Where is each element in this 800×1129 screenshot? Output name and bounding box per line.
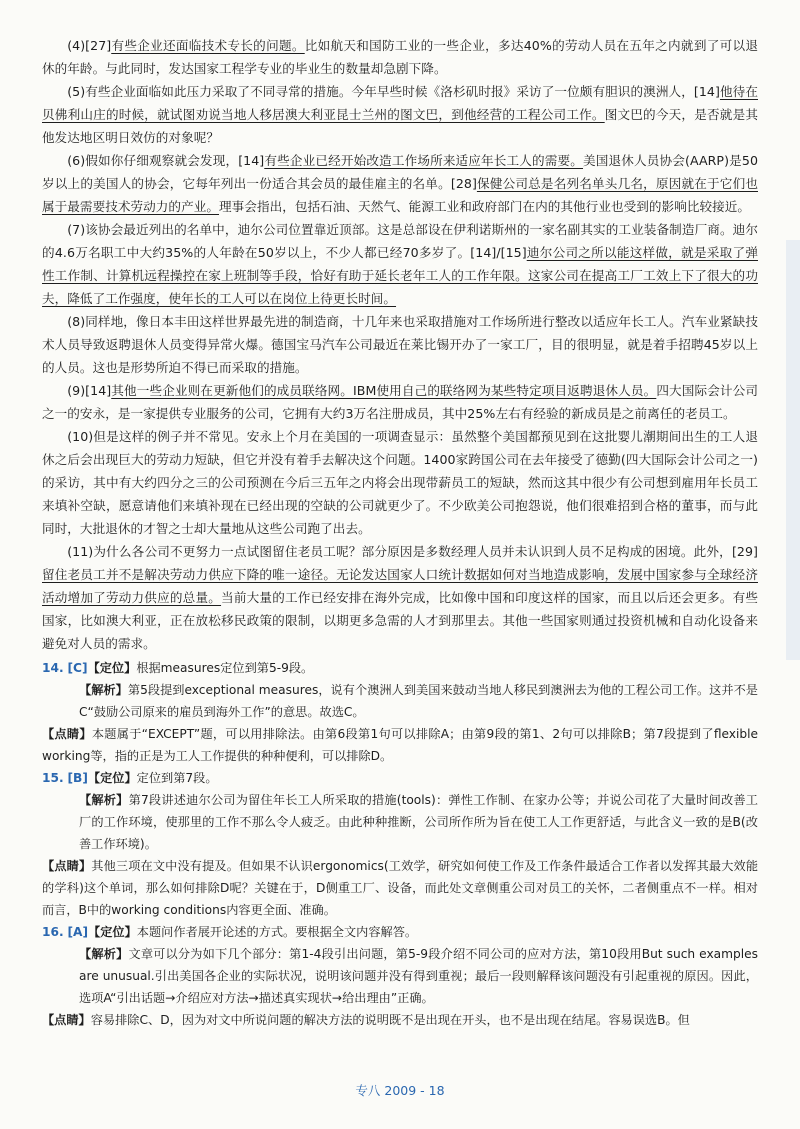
answer-tip [42,723,758,767]
answer-analysis [42,943,758,1009]
underlined-text: 他待在贝佛利山庄的时候，就试图劝说当地人移居澳大利亚昆士兰州的图文巴，到他经营的工程公司工作。 [42,84,758,122]
analysis-text: 第5段提到exceptional measures，说有个澳洲人到美国来鼓动当地人移民到澳洲去为他的工程公司工作。这并不是C“鼓励公司原来的雇员到海外工作”的意思。故选C。 [79,683,758,719]
tip-text: 其他三项在文中没有提及。但如果不认识ergonomics(工效学，研究如何使工作及工作条件最适合工作者以发挥其最大效能的学科)这个单词，那么如何排除D呢？关键在于，D侧重工厂、设备，而此处文章侧重公司对员工的关怀，二者侧重点不一样。相对而言，B中的working conditions内容更全面、准确。 [42,859,759,917]
paragraph-text: 理事会指出，包括石油、天然气、能源工业和政府部门在内的其他行业也受到的影响比较接近。 [219,199,751,214]
tip-tag: 【点睛】 [42,859,92,873]
answer-analysis [42,679,758,723]
paragraph-text: 美国退休人员协会(AARP)是50岁以上的美国人的协会，它每年列出一份适合其会员的最佳雇主的名单。[28] [42,153,759,191]
tip-text: 本题属于“EXCEPT”题，可以用排除法。由第6段第1句可以排除A；由第9段的第1、2句可以排除B；第7段提到了flexible working等，指的正是为工人工作提供的种种便利，可以排除D。 [42,727,759,763]
answer-section [42,657,758,1031]
underlined-text: 有些企业已经开始改造工作场所来适应年长工人的需要。 [264,153,584,168]
answer-tip [42,1009,758,1031]
paragraph-text: (6)假如你仔细观察就会发现，[14] [67,153,265,168]
locate-text: 定位到第7段。 [136,771,218,785]
locate-tag: 【定位】 [87,771,137,785]
answer-locate [42,767,758,789]
question-number: 15. [42,771,64,785]
answer-analysis [42,789,758,855]
answer-key: [C] [67,661,88,675]
underlined-text: 保健公司总是名列名单头几名，原因就在于它们也属于最需要技术劳动力的产业。 [42,176,758,214]
passage [42,34,758,655]
page-footer: 专八 2009 - 18 [355,1083,445,1098]
analysis-tag: 【解析】 [79,947,129,961]
answer-key: [B] [67,771,88,785]
paragraph-text: (11)为什么各公司不更努力一点试图留住老员工呢？部分原因是多数经理人员并未认识到人员不足构成的困境。此外，[29] [67,544,758,559]
locate-text: 本题问作者展开论述的方式。要根据全文内容解答。 [136,925,418,939]
paragraph-text: (4)[27] [67,38,112,53]
page-edge-shadow [786,240,800,660]
passage-paragraph [42,149,758,218]
passage-paragraph [42,218,758,310]
passage-paragraph [42,425,758,540]
paragraph-text: (8)同样地，像日本丰田这样世界最先进的制造商，十几年来也采取措施对工作场所进行整改以适应年长工人。汽车业紧缺技术人员导致返聘退休人员变得异常火爆。德国宝马汽车公司最近在莱比锡开办了一家工厂，目的很明显，就是着手招聘45岁以上的人员。这也是形势所迫不得已而采取的措施。 [42,314,758,375]
paragraph-text: (7)该协会最近列出的名单中，迪尔公司位置靠近顶部。这是总部设在伊利诺斯州的一家名副其实的工业装备制造厂商。迪尔的4.6万名职工中大约35%的人年龄在50岁以上，不少人都已经70多岁了。[14]/[15] [42,222,758,260]
locate-text: 根据measures定位到第5-9段。 [136,661,314,675]
underlined-text: 有些企业还面临技术专长的问题。 [111,38,305,53]
underlined-text: 其他一些企业则在更新他们的成员联络网。IBM使用自己的联络网为某些特定项目返聘退休人员。 [111,383,657,398]
paragraph-text: (5)有些企业面临如此压力采取了不同寻常的措施。今年早些时候《洛杉矶时报》采访了一位颇有胆识的澳洲人，[14] [67,84,720,99]
analysis-tag: 【解析】 [79,683,128,697]
tip-text: 容易排除C、D，因为对文中所说问题的解决方法的说明既不是出现在开头，也不是出现在结尾。容易误选B。但 [90,1013,690,1027]
paragraph-text: 图文巴的今天，是否就是其他发达地区明日效仿的对象呢？ [42,107,758,145]
answer-locate [42,921,758,943]
paragraph-text: (9)[14] [67,383,112,398]
paragraph-text: 四大国际会计公司之一的安永，是一家提供专业服务的公司，它拥有大约3万名注册成员，其中25%左右有经验的新成员是之前离任的老员工。 [42,383,759,421]
paragraph-text: 比如航天和国防工业的一些企业，多达40%的劳动人员在五年之内就到了可以退休的年龄。与此同时，发达国家工程学专业的毕业生的数量却急剧下降。 [42,38,758,76]
passage-paragraph [42,540,758,655]
locate-tag: 【定位】 [88,925,137,939]
tip-tag: 【点睛】 [42,727,92,741]
passage-paragraph [42,34,758,80]
passage-paragraph [42,379,758,425]
answer-tip [42,855,758,921]
tip-tag: 【点睛】 [42,1013,91,1027]
underlined-text: 留住老员工并不是解决劳动力供应下降的唯一途径。无论发达国家人口统计数据如何对当地造成影响，发展中国家参与全球经济活动增加了劳动力供应的总量。 [42,567,758,605]
question-number: 14. [42,661,64,675]
passage-paragraph [42,310,758,379]
paragraph-text: 当前大量的工作已经安排在海外完成，比如像中国和印度这样的国家，而且以后还会更多。有些国家，比如澳大利亚，正在放松移民政策的限制，以期更多急需的人才到那里去。其他一些国家则通过投资机械和自动化设备来避免对人员的需求。 [42,590,759,651]
answer-locate [42,657,758,679]
answer-key: [A] [67,925,89,939]
paragraph-text: (10)但是这样的例子并不常见。安永上个月在美国的一项调查显示：虽然整个美国都预见到在这批婴儿潮期间出生的工人退休之后会出现巨大的劳动力短缺，但它并没有着手去解决这个问题。1400家跨国公司在去年接受了德勤(四大国际会计公司之一)的采访，其中有大约四分之三的公司预测在今后三五年之内将会出现带薪员工的短缺，然而这其中很少有公司想到雇用年长员工来填补空缺，愿意请他们来填补现在已经出现的空缺的公司就更少了。不少欧美公司抱怨说，他们很难招到合格的董事，而与此同时，大批退休的才智之士却大量地从这些公司跑了出去。 [42,429,758,536]
analysis-text: 文章可以分为如下几个部分：第1-4段引出问题，第5-9段介绍不同公司的应对方法，第10段用But such examples are unusual.引出美国各企业的实际状况，说明该问题并没有得到重视；最后一段则解释该问题没有引起重视的原因。因此，选项A“引出话题→介绍应对方法→描述真实现状→给出理由”正确。 [79,947,758,1005]
passage-paragraph [42,80,758,149]
analysis-tag: 【解析】 [79,793,129,807]
analysis-text: 第7段讲述迪尔公司为留住年长工人所采取的措施(tools)：弹性工作制、在家办公等；并说公司花了大量时间改善工厂的工作环境，使那里的工作不那么令人疲乏。由此种种推断，公司所作所为旨在使工人工作更舒适，与此含义一致的是B(改善工作环境)。 [79,793,758,851]
underlined-text: 迪尔公司之所以能这样做，就是采取了弹性工作制、计算机远程操控在家上班制等手段，恰好有助于延长老年工人的工作年限。这家公司在提高工厂工效上下了很大的功夫，降低了工作强度，使年长的工人可以在岗位上待更长时间。 [42,245,758,306]
locate-tag: 【定位】 [87,661,137,675]
question-number: 16. [42,925,64,939]
